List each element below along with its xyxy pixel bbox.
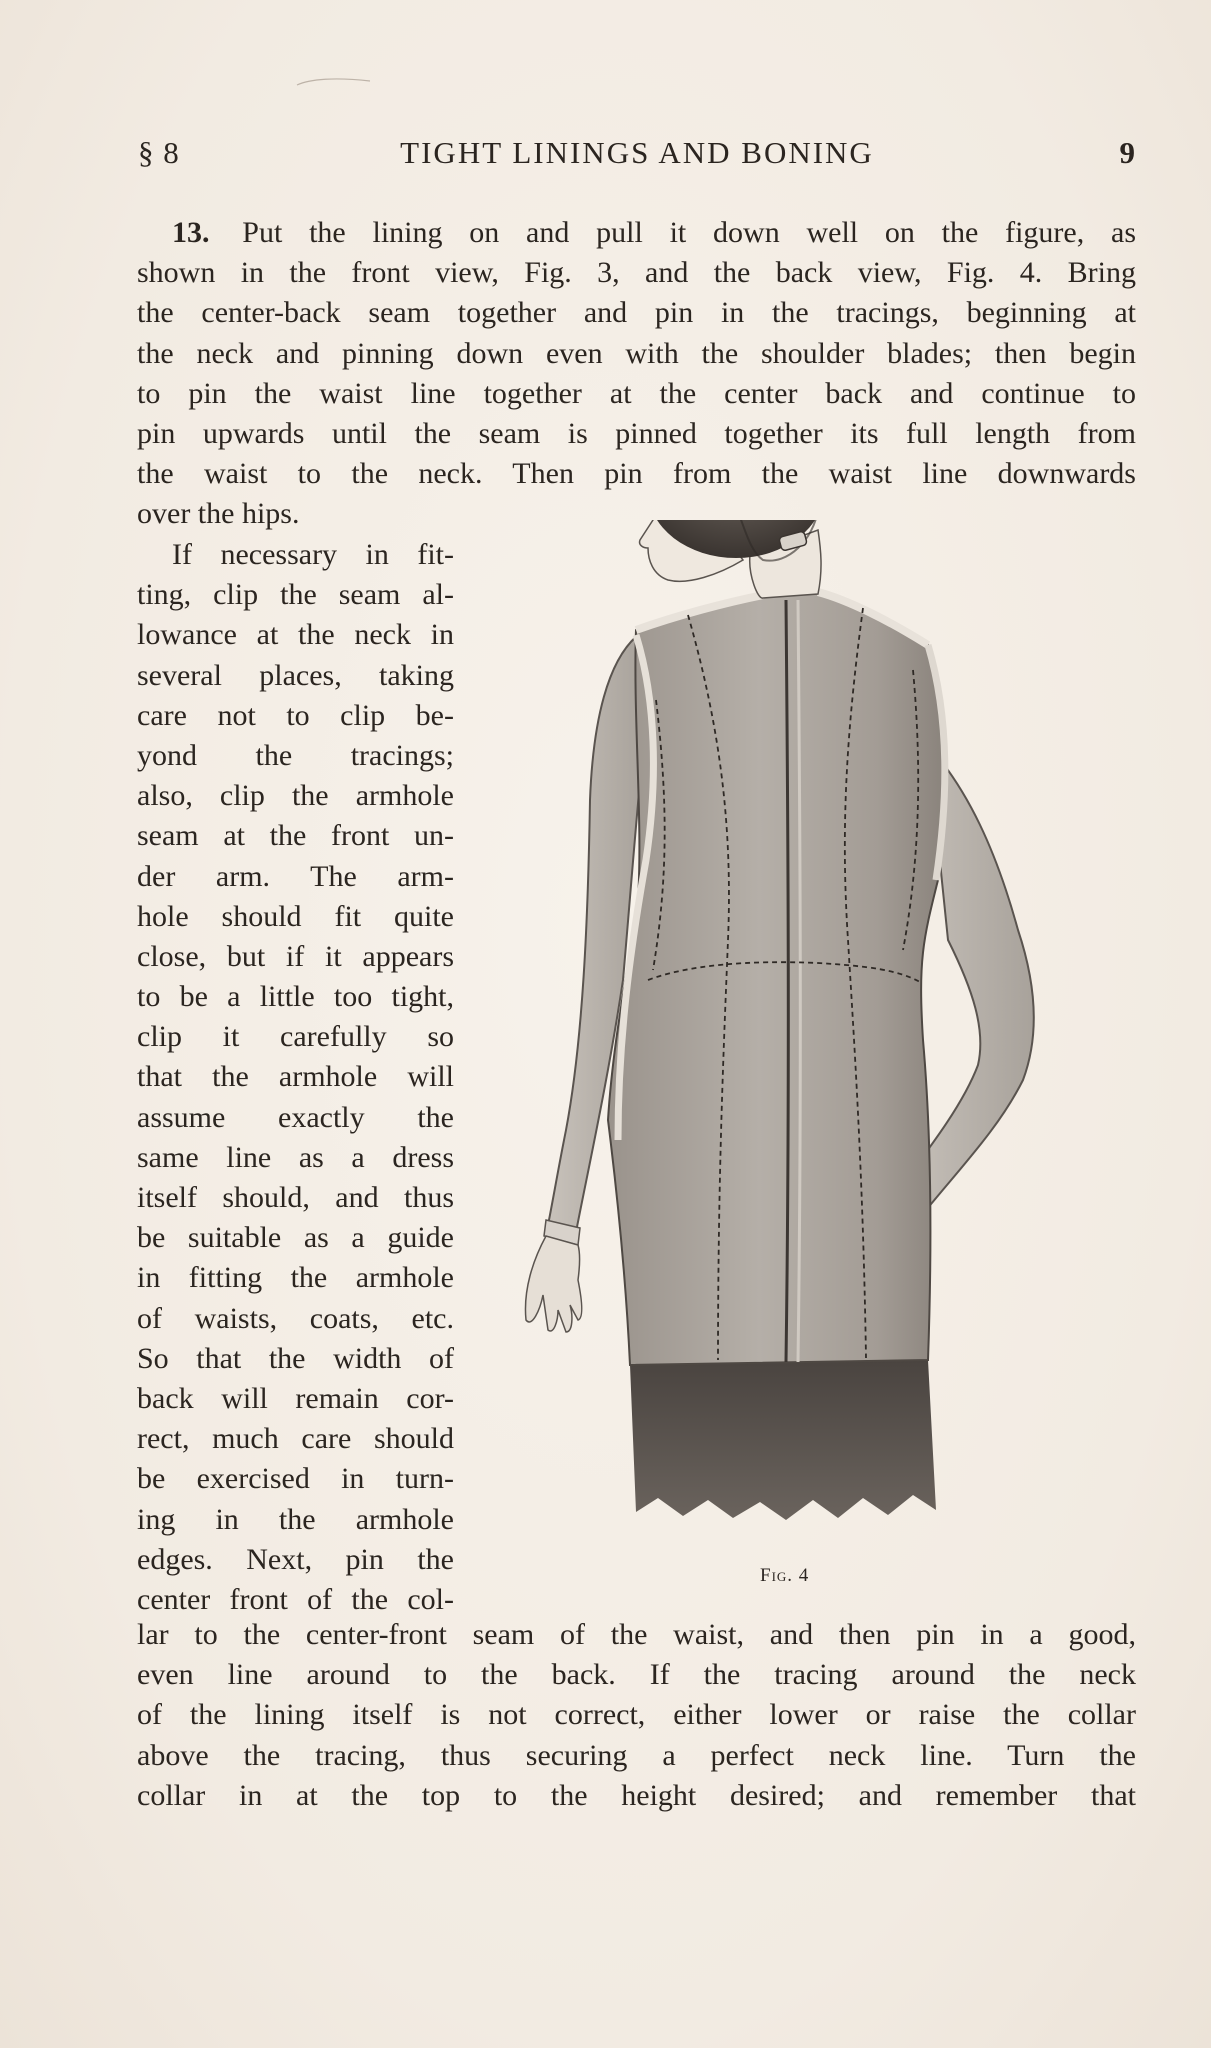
running-title: TIGHT LININGS AND BONING [400, 135, 874, 170]
text-line: assume exactly the [137, 1100, 454, 1134]
text-line: over the hips. [137, 497, 300, 531]
text-line: close, but if it appears [137, 939, 454, 973]
text-line: ting, clip the seam al- [137, 578, 454, 612]
narrow-column [137, 535, 454, 1620]
text-line: shown in the front view, Fig. 3, and the back view, Fig. 4. Bring [137, 256, 1136, 290]
text-line: be exercised in turn- [137, 1462, 454, 1496]
text-line: itself should, and thus [137, 1181, 454, 1214]
text-line: lar to the center-front seam of the waist, and then pin in a good, [137, 1618, 1136, 1651]
text-line: care not to clip be- [137, 698, 454, 732]
text-line: to pin the waist line together at the center back and continue to [137, 376, 1136, 410]
text-line: to be a little too tight, [137, 980, 454, 1014]
bodice [608, 592, 945, 1365]
text-line: pin upwards until the seam is pinned together its full length from [137, 416, 1136, 450]
text-line: der arm. The arm- [137, 859, 454, 893]
text-line: that the armhole will [137, 1060, 454, 1094]
text-line: be suitable as a guide [137, 1221, 454, 1255]
pencil-mark [295, 73, 375, 93]
hand [525, 1236, 581, 1332]
text-line: collar in at the top to the height desired; and remember that [137, 1778, 1136, 1812]
text-line: rect, much care should [137, 1422, 454, 1456]
page-header [138, 135, 1136, 175]
text-line: same line as a dress [137, 1140, 454, 1174]
text-line: center front of the col- [137, 1582, 454, 1616]
text-line: even line around to the back. If the tracing around the neck [137, 1658, 1136, 1692]
text-line: of the lining itself is not correct, either lower or raise the collar [137, 1698, 1136, 1732]
section-number: § 8 [138, 135, 180, 170]
page-number: 9 [1119, 135, 1136, 170]
skirt [630, 1360, 936, 1520]
text-line: ing in the armhole [137, 1502, 454, 1536]
text-line: edges. Next, pin the [137, 1542, 454, 1576]
text-line: If necessary in fit- [172, 538, 454, 571]
bottom-paragraph [137, 1615, 1136, 1816]
text-line: the center-back seam together and pin in the tracings, beginning at [137, 296, 1136, 330]
text-line: hole should fit quite [137, 899, 454, 933]
text-line: several places, taking [137, 658, 454, 692]
text-line: in fitting the armhole [137, 1261, 454, 1295]
text-line: above the tracing, thus securing a perfect neck line. Turn the [137, 1738, 1136, 1772]
text-line: back will remain cor- [137, 1381, 454, 1415]
paragraph-13 [137, 213, 1136, 535]
figure-4-illustration [518, 520, 1058, 1530]
text-line: yond the tracings; [137, 738, 454, 772]
text-line: the neck and pinning down even with the shoulder blades; then begin [137, 336, 1136, 370]
figure-caption: Fig. 4 [760, 1565, 810, 1586]
text-line: 13. Put the lining on and pull it down well on the figure, as [172, 216, 1136, 249]
text-line: also, clip the armhole [137, 779, 454, 813]
text-line: So that the width of [137, 1341, 454, 1375]
text-line: the waist to the neck. Then pin from the waist line downwards [137, 457, 1136, 491]
text-line: seam at the front un- [137, 819, 454, 853]
text-line: lowance at the neck in [137, 618, 454, 652]
paragraph-number: 13. [172, 216, 210, 249]
text-line: clip it carefully so [137, 1020, 454, 1054]
text-line: of waists, coats, etc. [137, 1301, 454, 1335]
